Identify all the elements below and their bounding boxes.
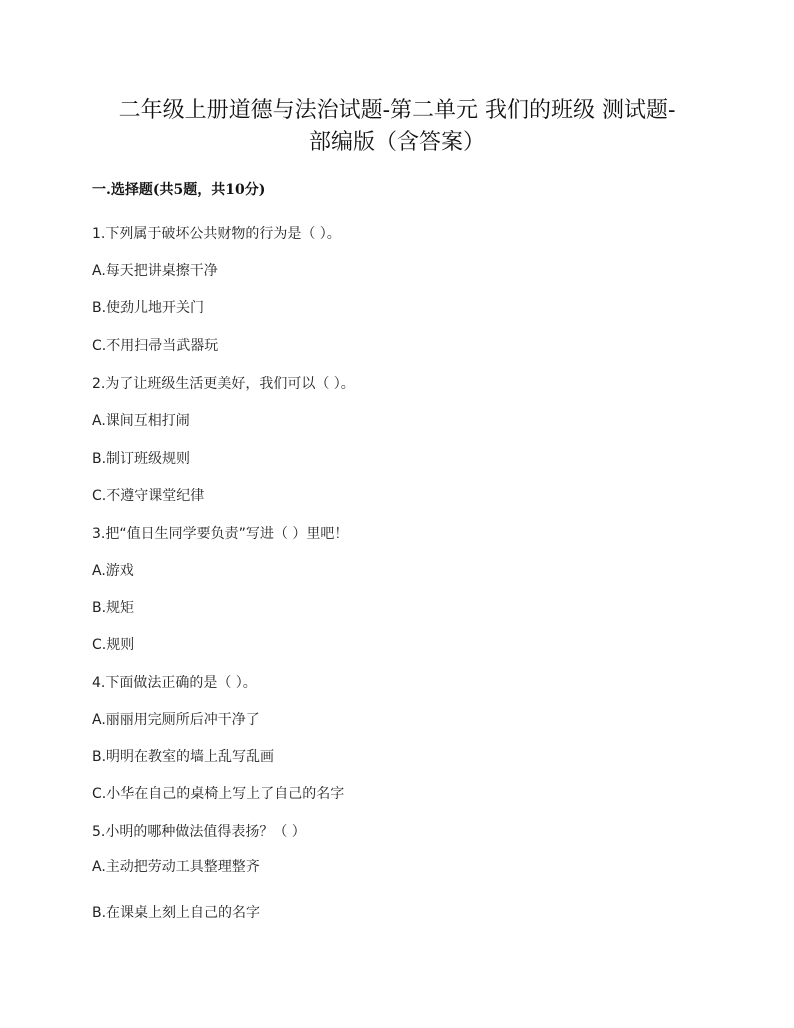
- section-heading: 一.选择题(共5题，共10分): [92, 182, 266, 198]
- question-4-option-a: A.丽丽用完厕所后冲干净了: [92, 712, 260, 728]
- question-5-option-a: A.主动把劳动工具整理整齐: [92, 859, 260, 875]
- question-3-option-b: B.规矩: [92, 600, 135, 616]
- question-3-option-c: C.规则: [92, 637, 135, 653]
- question-1-option-a: A.每天把讲桌擦干净: [92, 263, 218, 279]
- question-4-option-c: C.小华在自己的桌椅上写上了自己的名字: [92, 786, 345, 802]
- question-5-option-b: B.在课桌上刻上自己的名字: [92, 905, 261, 921]
- question-1-option-c: C.不用扫帚当武器玩: [92, 338, 219, 354]
- document-title-line-1: 二年级上册道德与法治试题-第二单元 我们的班级 测试题-: [118, 98, 676, 123]
- document-title-line-2: 部编版（含答案）: [308, 130, 485, 155]
- question-1-option-b: B.使劲儿地开关门: [92, 300, 205, 316]
- question-3-stem: 3.把“值日生同学要负责”写进（ ）里吧！: [92, 526, 349, 542]
- question-2-option-b: B.制订班级规则: [92, 451, 191, 467]
- question-1-stem: 1.下列属于破坏公共财物的行为是（ ）。: [92, 226, 341, 242]
- question-4-stem: 4.下面做法正确的是（ ）。: [92, 675, 257, 691]
- question-2-option-a: A.课间互相打闹: [92, 413, 190, 429]
- question-2-option-c: C.不遵守课堂纪律: [92, 488, 205, 504]
- question-2-stem: 2.为了让班级生活更美好，我们可以（ ）。: [92, 376, 355, 392]
- question-5-stem: 5.小明的哪种做法值得表扬？（ ）: [92, 824, 306, 840]
- question-4-option-b: B.明明在教室的墙上乱写乱画: [92, 749, 275, 765]
- question-3-option-a: A.游戏: [92, 563, 134, 579]
